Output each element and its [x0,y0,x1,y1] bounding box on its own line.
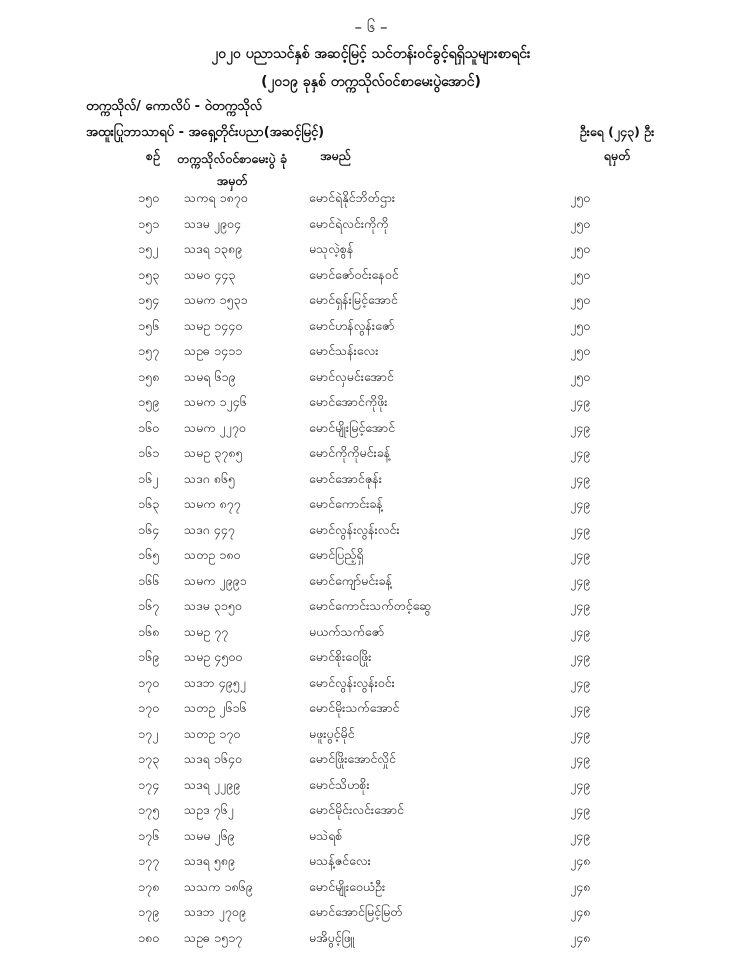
row-number: ၁၇၀ [138,700,160,715]
row-number: ၁၆၀ [138,419,160,435]
table-row [0,777,742,803]
row-number: ၁၇၈ [138,878,160,894]
roll-number: သမမ ၂၆၉ [184,827,235,843]
score: ၂၅၀ [570,241,591,256]
table-row [0,292,742,318]
row-number: ၁၇၅ [138,802,160,817]
row-number: ၁၅၈ [138,368,160,384]
student-name: မောင်အောင်ဇုန်း [309,470,382,486]
page-number: – ၆ – [354,18,388,36]
score: ၂၄၈ [570,929,591,945]
table-row [0,879,742,905]
row-number: ၁၆၃ [138,496,160,511]
student-name: မဖူးပွင့်မိုင် [309,725,355,741]
roll-number: သဒဘ ၄၉၅၂ [184,674,246,690]
row-number: ၁၅၀ [138,190,160,205]
score: ၂၄၉ [570,445,591,460]
row-number: ၁၇၆ [138,827,160,843]
row-number: ၁၆၄ [138,521,160,537]
roll-number: သတဥ ၂၆၁၆ [184,700,247,715]
column-header-no: စဉ် [146,148,160,163]
roll-number: သမက ၈၇၇ [184,496,241,511]
student-name: မောင်ရဲနိုင်ဘိတ်ဌား [309,190,396,205]
student-name: မောင်မိုးသက်အောင် [309,700,400,715]
table-row [0,471,742,497]
roll-number: သတဥ ၁၇၀ [184,725,241,741]
table-row [0,369,742,395]
student-name: မသဲရစ် [309,827,343,843]
roll-number: သတဥ ၁၈၀ [184,547,241,562]
table-row [0,547,742,573]
table-row [0,573,742,599]
row-number: ၁၅၁ [138,215,160,231]
column-header-name: အမည် [320,148,351,163]
score: ၂၄၉ [570,802,591,817]
university-line: တက္ကသိုလ်/ ကောလိပ် - ဝဲတက္ကသိုလ် [86,99,263,114]
student-name: မောင်ကိုကိုမင်းခန့် [309,445,391,460]
student-name: မောင်မိုင်းလင်းအောင် [309,802,404,817]
roll-number: သမရ ၆၁၉ [184,368,236,384]
student-name: မောင်စိုးဝေဖြိုး [309,649,372,664]
row-number: ၁၇၃ [138,751,160,766]
results-table [0,190,742,955]
score-column-header: ရမှတ် [603,148,631,163]
table-row [0,904,742,930]
student-name: မောင်ကျော်မင်းခန့် [309,572,392,588]
table-row [0,267,742,293]
student-name: မောင်ပြည့်ရှိ [309,547,364,562]
row-number: ၁၇၂ [138,725,159,741]
row-number: ၁၇၉ [138,904,160,919]
table-row [0,598,742,624]
table-row [0,318,742,344]
document-title: ၂၀၂၀ ပညာသင်နှစ် အဆင့်မြင့် သင်တန်းဝင်ခွင့်ရရှိသူများစာရင်း [211,46,531,62]
score: ၂၄၉ [570,700,591,715]
table-row [0,241,742,267]
score: ၂၄၉ [570,598,591,613]
roll-number: သဥဓ ၁၅၁၇ [184,929,243,945]
roll-number: သသက ၁၈၆၉ [184,878,253,894]
roll-number: သမက ၁၅၃၁ [184,292,248,307]
score: ၂၄၉ [570,827,591,843]
roll-number: သကရ ၁၈၇၀ [184,190,248,205]
score: ၂၄၉ [570,674,591,690]
roll-number: သဒရ ၁၃၈၉ [184,241,242,256]
student-name: မသန့်ဇင်လေး [309,853,371,868]
row-number: ၁၈၀ [138,929,160,945]
table-row [0,675,742,701]
row-number: ၁၅၄ [138,292,160,307]
roll-number: သမဥ ၇၇ [184,623,229,639]
roll-number: သမက ၁၂၄၆ [184,394,247,409]
table-row [0,343,742,369]
student-name: မောင်အောင်မြင့်မြတ် [309,904,403,919]
score: ၂၄၉ [570,776,591,792]
score: ၂၄၉ [570,394,591,409]
row-number: ၁၆၂ [138,470,159,486]
row-number: ၁၅၂ [138,241,159,256]
score: ၂၄၈ [570,904,591,919]
student-name: မသုလဲ့စွန် [309,241,354,256]
student-name: မောင်လွန်းလွန်းလင်း [309,521,400,537]
student-name: မောင်ကောင်းသက်တင့်ဆွေ [309,598,432,613]
table-row [0,394,742,420]
student-name: မောင်သန်းလေး [309,343,379,358]
roll-number: သဒရ ၁၆၄၀ [184,751,242,766]
row-number: ၁၅၆ [138,317,160,333]
table-row [0,853,742,879]
score: ၂၅၀ [570,368,591,384]
student-name: မောင်လွန်းလွန်းဝင်း [309,674,395,690]
score: ၂၅၀ [570,317,591,333]
score: ၂၄၉ [570,470,591,486]
roll-number: သမက ၂၉၉၁ [184,572,247,588]
score: ၂၅၀ [570,190,591,205]
row-number: ၁၇၀ [138,674,160,690]
table-row [0,726,742,752]
score: ၂၄၈ [570,878,591,894]
row-number: ၁၆၆ [138,572,160,588]
student-name: မောင်သိဟစိုး [309,776,370,792]
student-name: မောင်ရဲလင်းကိုကို [309,215,389,231]
roll-number: သဒမ ၃၁၅၀ [184,598,242,613]
roll-number: သမဥ ၃၇၈၅ [184,445,243,460]
score: ၂၄၉ [570,572,591,588]
student-name: မောင်ဇော်ဝင်းနေဝင် [309,266,399,282]
table-row [0,930,742,956]
score: ၂၄၉ [570,623,591,639]
student-name: မောင်မျိုးဝေယံဦး [309,878,386,894]
row-number: ၁၆၅ [138,547,160,562]
table-row [0,496,742,522]
score: ၂၄၉ [570,751,591,766]
roll-number: သဒဘ ၂၇၀၉ [184,904,246,919]
student-name: မောင်အောင်ကိုဖိုး [309,394,388,409]
roll-number: သဒရ ၂၂၉၉ [184,776,241,792]
column-header-roll: တက္ကသိုလ်ဝင်စာမေးပွဲ ခုံအမှတ် [177,151,287,188]
row-number: ၁၆၈ [138,623,160,639]
table-row [0,624,742,650]
student-name: မောင်လှမင်းအောင် [309,368,394,384]
score: ၂၄၉ [570,496,591,511]
row-number: ၁၇၇ [138,853,160,868]
roll-number: သဒမ ၂၉၀၄ [184,215,241,231]
table-row [0,700,742,726]
document-subtitle: (၂၀၁၉ ခုနှစ် တက္ကသိုလ်ဝင်စာမေးပွဲအောင်) [261,74,481,90]
roll-number: သမဥ ၄၅၀၀ [184,649,243,664]
total-count-header: ဦးရေ (၂၄၃) ဦး [579,124,655,139]
table-row [0,522,742,548]
roll-number: သဒဂ ၈၆၅ [184,470,235,486]
roll-number: သဥဓ ၁၄၁၁ [184,343,243,358]
student-name: မအိပွင့်ဖြူ [309,929,355,945]
table-row [0,190,742,216]
roll-number: သဒဂ ၄၄၇ [184,521,235,537]
table-row [0,828,742,854]
student-name: မယက်သက်ဇော် [309,623,385,639]
table-row [0,649,742,675]
score: ၂၄၉ [570,521,591,537]
row-number: ၁၇၄ [138,776,160,792]
student-name: မောင်ဟန်လွန်းဇော် [309,317,395,333]
table-row [0,216,742,242]
roll-number: သမဥ ၁၄၄၀ [184,317,243,333]
roll-number: သဒရ ၅၈၉ [184,853,235,868]
table-row [0,420,742,446]
score: ၂၄၈ [570,853,591,868]
score: ၂၅၀ [570,215,591,231]
row-number: ၁၆၁ [138,445,160,460]
score: ၂၅၀ [570,292,591,307]
roll-number: သမဝ ၄၄၃ [184,266,236,282]
subject-line: အထူးပြုဘာသာရပ် - အရှေ့တိုင်းပညာ(အဆင့်မြင့်) [86,125,325,140]
score: ၂၅၀ [570,343,591,358]
roll-number: သမက ၂၂၇၀ [184,419,246,435]
row-number: ၁၅၉ [138,394,160,409]
row-number: ၁၆၇ [138,598,160,613]
table-row [0,802,742,828]
table-row [0,445,742,471]
score: ၂၄၉ [570,725,591,741]
score: ၂၄၉ [570,547,591,562]
table-row [0,751,742,777]
row-number: ၁၅၇ [138,343,160,358]
student-name: မောင်ကောင်းခန့် [309,496,383,511]
score: ၂၄၉ [570,419,591,435]
student-name: မောင်ဖြိုးအောင်လှိုင် [309,751,396,766]
student-name: မောင်ရှန်းမြင့်အောင် [309,292,398,307]
student-name: မောင်မျိုးမြင့်အောင် [309,419,396,435]
score: ၂၅၀ [570,266,591,282]
score: ၂၄၉ [570,649,591,664]
roll-number: သဥဒ ၇၆၂ [184,802,234,817]
row-number: ၁၆၉ [138,649,160,664]
row-number: ၁၅၃ [138,266,160,282]
